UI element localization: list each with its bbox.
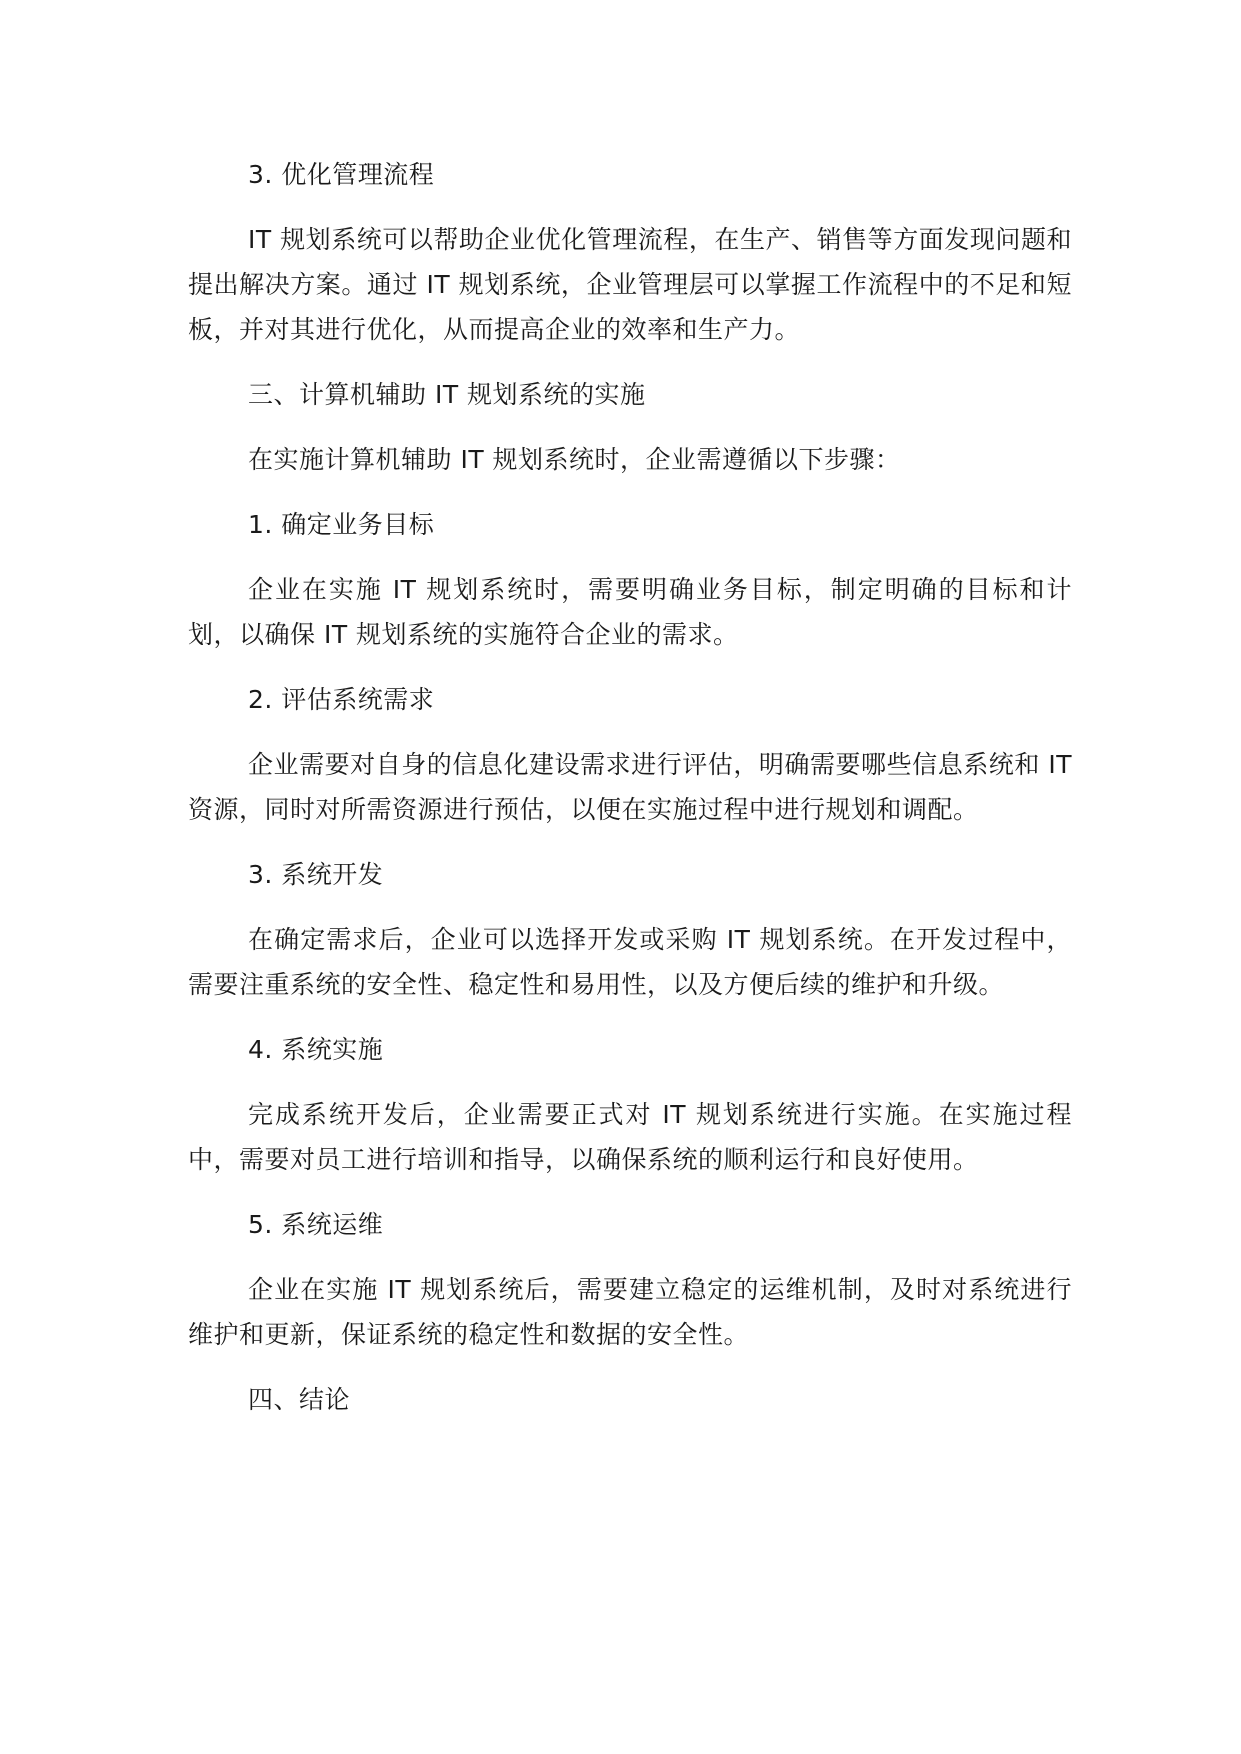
paragraph: 完成系统开发后，企业需要正式对 IT 规划系统进行实施。在实施过程中，需要对员工进行培训和指导，以确保系统的顺利运行和良好使用。 bbox=[188, 1100, 1072, 1174]
paragraph: 企业需要对自身的信息化建设需求进行评估，明确需要哪些信息系统和 IT 资源，同时对所需资源进行预估，以便在实施过程中进行规划和调配。 bbox=[188, 750, 1072, 824]
document-body bbox=[188, 152, 1072, 1442]
step-heading: 4. 系统实施 bbox=[248, 1035, 384, 1064]
section-heading: 四、结论 bbox=[248, 1385, 351, 1414]
paragraph: 企业在实施 IT 规划系统后，需要建立稳定的运维机制，及时对系统进行维护和更新，保证系统的稳定性和数据的安全性。 bbox=[188, 1275, 1072, 1349]
section-heading: 三、计算机辅助 IT 规划系统的实施 bbox=[248, 380, 646, 409]
section-heading: 3. 优化管理流程 bbox=[248, 160, 435, 189]
step-heading: 2. 评估系统需求 bbox=[248, 685, 435, 714]
paragraph: 在确定需求后，企业可以选择开发或采购 IT 规划系统。在开发过程中，需要注重系统的安全性、稳定性和易用性，以及方便后续的维护和升级。 bbox=[188, 925, 1072, 999]
paragraph: 企业在实施 IT 规划系统时，需要明确业务目标，制定明确的目标和计划，以确保 IT 规划系统的实施符合企业的需求。 bbox=[188, 575, 1072, 649]
step-heading: 1. 确定业务目标 bbox=[248, 510, 435, 539]
paragraph: IT 规划系统可以帮助企业优化管理流程，在生产、销售等方面发现问题和提出解决方案。通过 IT 规划系统，企业管理层可以掌握工作流程中的不足和短板，并对其进行优化，从而提高企业的效率和生产力。 bbox=[188, 225, 1072, 344]
step-heading: 3. 系统开发 bbox=[248, 860, 384, 889]
step-heading: 5. 系统运维 bbox=[248, 1210, 384, 1239]
intro-line: 在实施计算机辅助 IT 规划系统时，企业需遵循以下步骤： bbox=[248, 445, 901, 474]
